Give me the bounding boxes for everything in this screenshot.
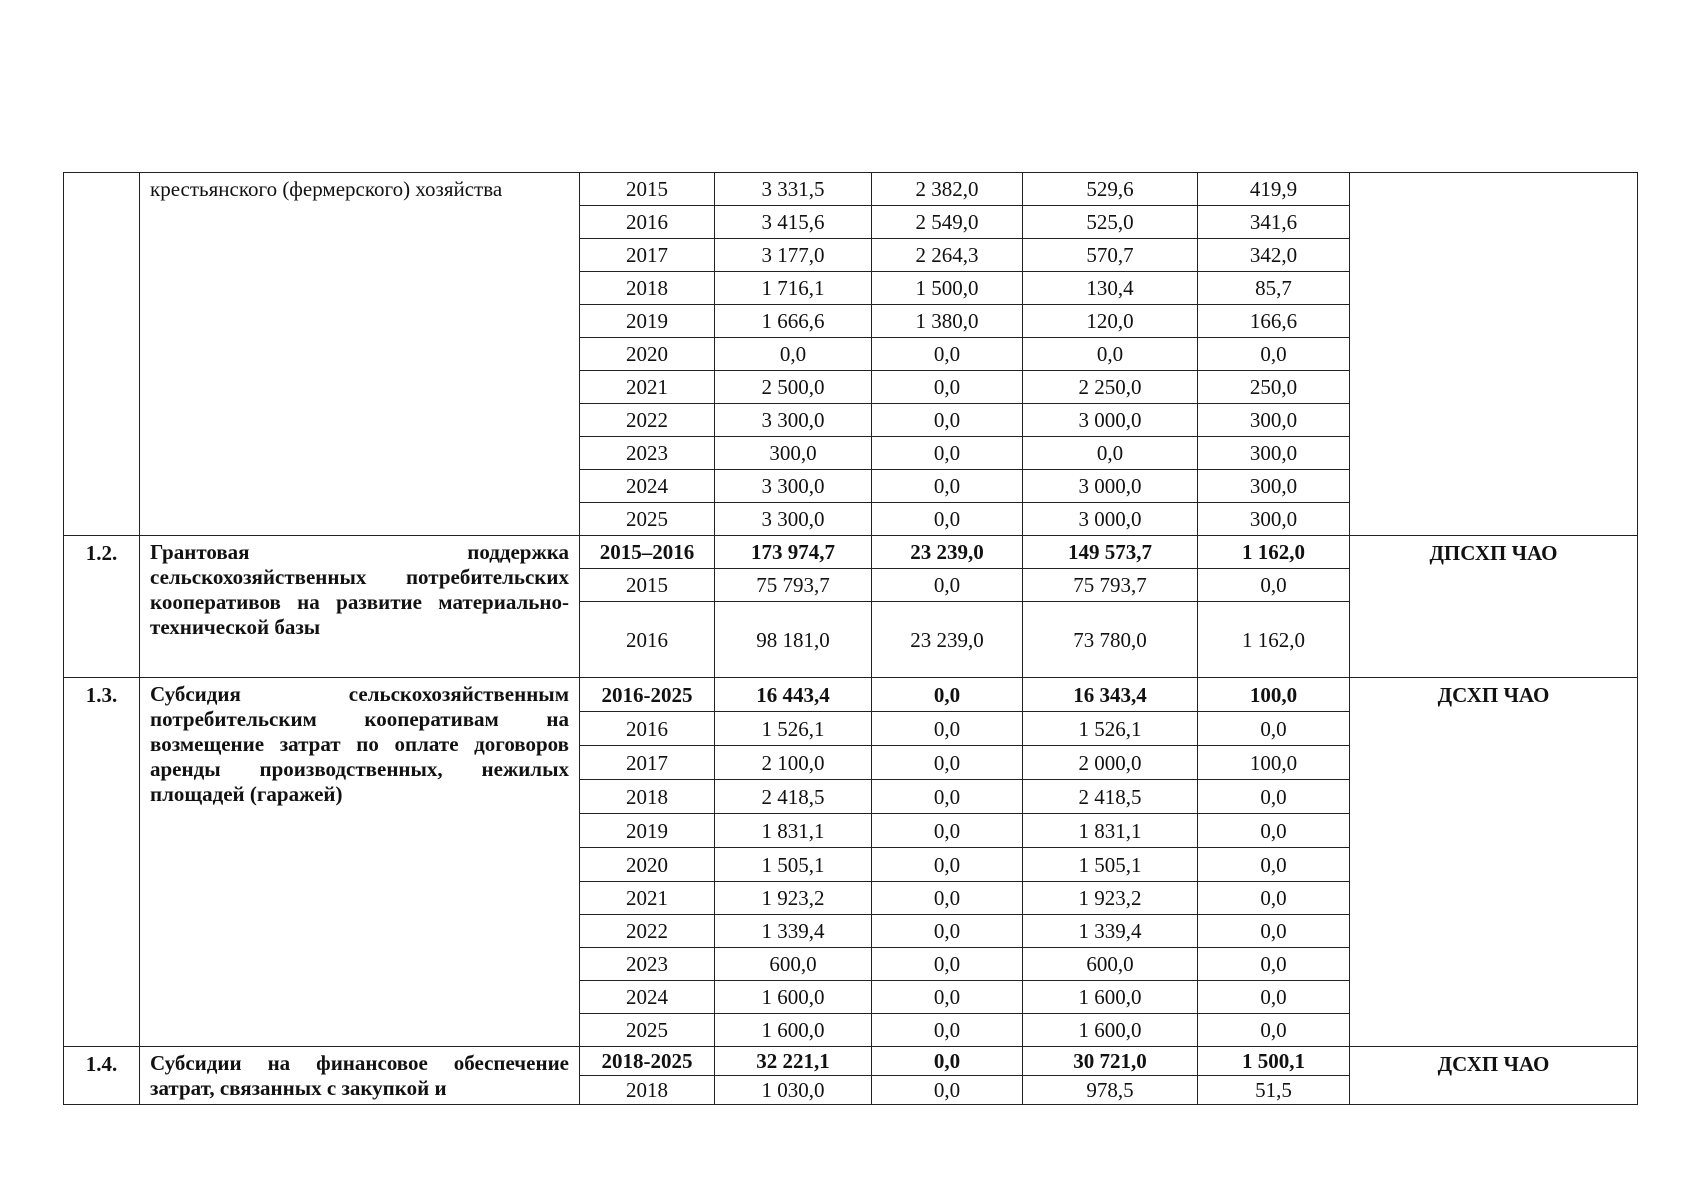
period-cell: 2015 bbox=[580, 173, 715, 206]
federal-cell: 2 264,3 bbox=[872, 239, 1023, 272]
federal-cell: 0,0 bbox=[872, 437, 1023, 470]
regional-cell: 3 000,0 bbox=[1023, 470, 1198, 503]
item-number-cell bbox=[64, 173, 140, 536]
period-cell: 2020 bbox=[580, 338, 715, 371]
table-row bbox=[64, 173, 1638, 206]
regional-cell: 149 573,7 bbox=[1023, 536, 1198, 569]
period-cell: 2023 bbox=[580, 948, 715, 981]
regional-cell: 73 780,0 bbox=[1023, 602, 1198, 678]
federal-cell: 23 239,0 bbox=[872, 536, 1023, 569]
regional-cell: 16 343,4 bbox=[1023, 678, 1198, 712]
total-cell: 32 221,1 bbox=[715, 1047, 872, 1076]
regional-cell: 529,6 bbox=[1023, 173, 1198, 206]
regional-cell: 1 923,2 bbox=[1023, 882, 1198, 915]
table-row-total bbox=[64, 536, 1638, 569]
item-name-cell: Грантовая поддержка сельскохозяйственных потребительских кооперативов на развитие материально-технической базы bbox=[140, 536, 580, 678]
total-cell: 3 300,0 bbox=[715, 503, 872, 536]
regional-cell: 978,5 bbox=[1023, 1076, 1198, 1105]
federal-cell: 0,0 bbox=[872, 338, 1023, 371]
regional-cell: 2 250,0 bbox=[1023, 371, 1198, 404]
total-cell: 1 526,1 bbox=[715, 712, 872, 746]
other-cell: 1 162,0 bbox=[1198, 602, 1350, 678]
period-cell: 2020 bbox=[580, 848, 715, 882]
other-cell: 0,0 bbox=[1198, 1014, 1350, 1047]
total-cell: 2 418,5 bbox=[715, 780, 872, 814]
total-cell: 1 716,1 bbox=[715, 272, 872, 305]
regional-cell: 130,4 bbox=[1023, 272, 1198, 305]
item-number-cell: 1.4. bbox=[64, 1047, 140, 1105]
federal-cell: 23 239,0 bbox=[872, 602, 1023, 678]
total-cell: 3 331,5 bbox=[715, 173, 872, 206]
regional-cell: 1 831,1 bbox=[1023, 814, 1198, 848]
other-cell: 300,0 bbox=[1198, 470, 1350, 503]
other-cell: 1 500,1 bbox=[1198, 1047, 1350, 1076]
other-cell: 0,0 bbox=[1198, 338, 1350, 371]
period-cell: 2025 bbox=[580, 1014, 715, 1047]
total-cell: 2 100,0 bbox=[715, 746, 872, 780]
other-cell: 0,0 bbox=[1198, 882, 1350, 915]
regional-cell: 30 721,0 bbox=[1023, 1047, 1198, 1076]
item-name-cell: Субсидия сельскохозяйственным потребительским кооперативам на возмещение затрат по оплате договоров аренды производственных, нежилых площадей (гаражей) bbox=[140, 678, 580, 1047]
federal-cell: 0,0 bbox=[872, 780, 1023, 814]
regional-cell: 570,7 bbox=[1023, 239, 1198, 272]
period-cell: 2017 bbox=[580, 746, 715, 780]
other-cell: 0,0 bbox=[1198, 948, 1350, 981]
regional-cell: 1 505,1 bbox=[1023, 848, 1198, 882]
other-cell: 300,0 bbox=[1198, 437, 1350, 470]
other-cell: 100,0 bbox=[1198, 678, 1350, 712]
federal-cell: 0,0 bbox=[872, 503, 1023, 536]
total-cell: 1 600,0 bbox=[715, 981, 872, 1014]
federal-cell: 0,0 bbox=[872, 1076, 1023, 1105]
regional-cell: 3 000,0 bbox=[1023, 404, 1198, 437]
federal-cell: 0,0 bbox=[872, 981, 1023, 1014]
federal-cell: 0,0 bbox=[872, 678, 1023, 712]
period-cell: 2019 bbox=[580, 814, 715, 848]
federal-cell: 0,0 bbox=[872, 915, 1023, 948]
period-cell: 2024 bbox=[580, 981, 715, 1014]
regional-cell: 2 418,5 bbox=[1023, 780, 1198, 814]
federal-cell: 0,0 bbox=[872, 882, 1023, 915]
regional-cell: 1 600,0 bbox=[1023, 981, 1198, 1014]
other-cell: 166,6 bbox=[1198, 305, 1350, 338]
other-cell: 0,0 bbox=[1198, 569, 1350, 602]
regional-cell: 0,0 bbox=[1023, 338, 1198, 371]
executor-cell: ДПСХП ЧАО bbox=[1350, 536, 1638, 678]
total-cell: 1 030,0 bbox=[715, 1076, 872, 1105]
period-cell: 2019 bbox=[580, 305, 715, 338]
other-cell: 1 162,0 bbox=[1198, 536, 1350, 569]
other-cell: 51,5 bbox=[1198, 1076, 1350, 1105]
period-cell: 2016 bbox=[580, 712, 715, 746]
other-cell: 300,0 bbox=[1198, 503, 1350, 536]
total-cell: 1 923,2 bbox=[715, 882, 872, 915]
period-cell: 2022 bbox=[580, 915, 715, 948]
total-cell: 600,0 bbox=[715, 948, 872, 981]
total-cell: 1 831,1 bbox=[715, 814, 872, 848]
table-row-total bbox=[64, 678, 1638, 712]
federal-cell: 0,0 bbox=[872, 404, 1023, 437]
total-cell: 300,0 bbox=[715, 437, 872, 470]
item-name-cell: крестьянского (фермерского) хозяйства bbox=[140, 173, 580, 536]
period-cell: 2015–2016 bbox=[580, 536, 715, 569]
item-number-cell: 1.2. bbox=[64, 536, 140, 678]
period-cell: 2016 bbox=[580, 602, 715, 678]
federal-cell: 0,0 bbox=[872, 1014, 1023, 1047]
total-cell: 1 666,6 bbox=[715, 305, 872, 338]
total-cell: 3 300,0 bbox=[715, 470, 872, 503]
federal-cell: 0,0 bbox=[872, 814, 1023, 848]
regional-cell: 75 793,7 bbox=[1023, 569, 1198, 602]
financing-table bbox=[63, 172, 1638, 1105]
other-cell: 0,0 bbox=[1198, 848, 1350, 882]
regional-cell: 2 000,0 bbox=[1023, 746, 1198, 780]
regional-cell: 600,0 bbox=[1023, 948, 1198, 981]
total-cell: 3 415,6 bbox=[715, 206, 872, 239]
item-number-cell: 1.3. bbox=[64, 678, 140, 1047]
total-cell: 0,0 bbox=[715, 338, 872, 371]
federal-cell: 2 549,0 bbox=[872, 206, 1023, 239]
total-cell: 2 500,0 bbox=[715, 371, 872, 404]
period-cell: 2021 bbox=[580, 882, 715, 915]
other-cell: 0,0 bbox=[1198, 712, 1350, 746]
total-cell: 1 505,1 bbox=[715, 848, 872, 882]
other-cell: 342,0 bbox=[1198, 239, 1350, 272]
other-cell: 100,0 bbox=[1198, 746, 1350, 780]
regional-cell: 1 600,0 bbox=[1023, 1014, 1198, 1047]
period-cell: 2017 bbox=[580, 239, 715, 272]
federal-cell: 2 382,0 bbox=[872, 173, 1023, 206]
total-cell: 3 300,0 bbox=[715, 404, 872, 437]
table-body bbox=[64, 173, 1638, 1105]
federal-cell: 0,0 bbox=[872, 569, 1023, 602]
table-row-total bbox=[64, 1047, 1638, 1076]
federal-cell: 0,0 bbox=[872, 1047, 1023, 1076]
period-cell: 2018 bbox=[580, 1076, 715, 1105]
regional-cell: 525,0 bbox=[1023, 206, 1198, 239]
executor-cell: ДСХП ЧАО bbox=[1350, 678, 1638, 1047]
other-cell: 0,0 bbox=[1198, 814, 1350, 848]
total-cell: 1 339,4 bbox=[715, 915, 872, 948]
regional-cell: 1 526,1 bbox=[1023, 712, 1198, 746]
federal-cell: 0,0 bbox=[872, 848, 1023, 882]
federal-cell: 0,0 bbox=[872, 470, 1023, 503]
federal-cell: 0,0 bbox=[872, 746, 1023, 780]
period-cell: 2021 bbox=[580, 371, 715, 404]
federal-cell: 0,0 bbox=[872, 712, 1023, 746]
other-cell: 0,0 bbox=[1198, 981, 1350, 1014]
total-cell: 173 974,7 bbox=[715, 536, 872, 569]
period-cell: 2018 bbox=[580, 780, 715, 814]
other-cell: 300,0 bbox=[1198, 404, 1350, 437]
regional-cell: 0,0 bbox=[1023, 437, 1198, 470]
period-cell: 2023 bbox=[580, 437, 715, 470]
executor-cell: ДСХП ЧАО bbox=[1350, 1047, 1638, 1105]
other-cell: 0,0 bbox=[1198, 915, 1350, 948]
regional-cell: 120,0 bbox=[1023, 305, 1198, 338]
total-cell: 16 443,4 bbox=[715, 678, 872, 712]
other-cell: 341,6 bbox=[1198, 206, 1350, 239]
total-cell: 75 793,7 bbox=[715, 569, 872, 602]
other-cell: 85,7 bbox=[1198, 272, 1350, 305]
item-name-cell: Субсидии на финансовое обеспечение затрат, связанных с закупкой и bbox=[140, 1047, 580, 1105]
other-cell: 0,0 bbox=[1198, 780, 1350, 814]
regional-cell: 1 339,4 bbox=[1023, 915, 1198, 948]
total-cell: 3 177,0 bbox=[715, 239, 872, 272]
federal-cell: 1 380,0 bbox=[872, 305, 1023, 338]
period-cell: 2024 bbox=[580, 470, 715, 503]
period-cell: 2018-2025 bbox=[580, 1047, 715, 1076]
period-cell: 2016 bbox=[580, 206, 715, 239]
other-cell: 419,9 bbox=[1198, 173, 1350, 206]
total-cell: 98 181,0 bbox=[715, 602, 872, 678]
other-cell: 250,0 bbox=[1198, 371, 1350, 404]
executor-cell bbox=[1350, 173, 1638, 536]
total-cell: 1 600,0 bbox=[715, 1014, 872, 1047]
federal-cell: 0,0 bbox=[872, 371, 1023, 404]
federal-cell: 0,0 bbox=[872, 948, 1023, 981]
period-cell: 2025 bbox=[580, 503, 715, 536]
period-cell: 2018 bbox=[580, 272, 715, 305]
period-cell: 2015 bbox=[580, 569, 715, 602]
period-cell: 2016-2025 bbox=[580, 678, 715, 712]
federal-cell: 1 500,0 bbox=[872, 272, 1023, 305]
period-cell: 2022 bbox=[580, 404, 715, 437]
regional-cell: 3 000,0 bbox=[1023, 503, 1198, 536]
